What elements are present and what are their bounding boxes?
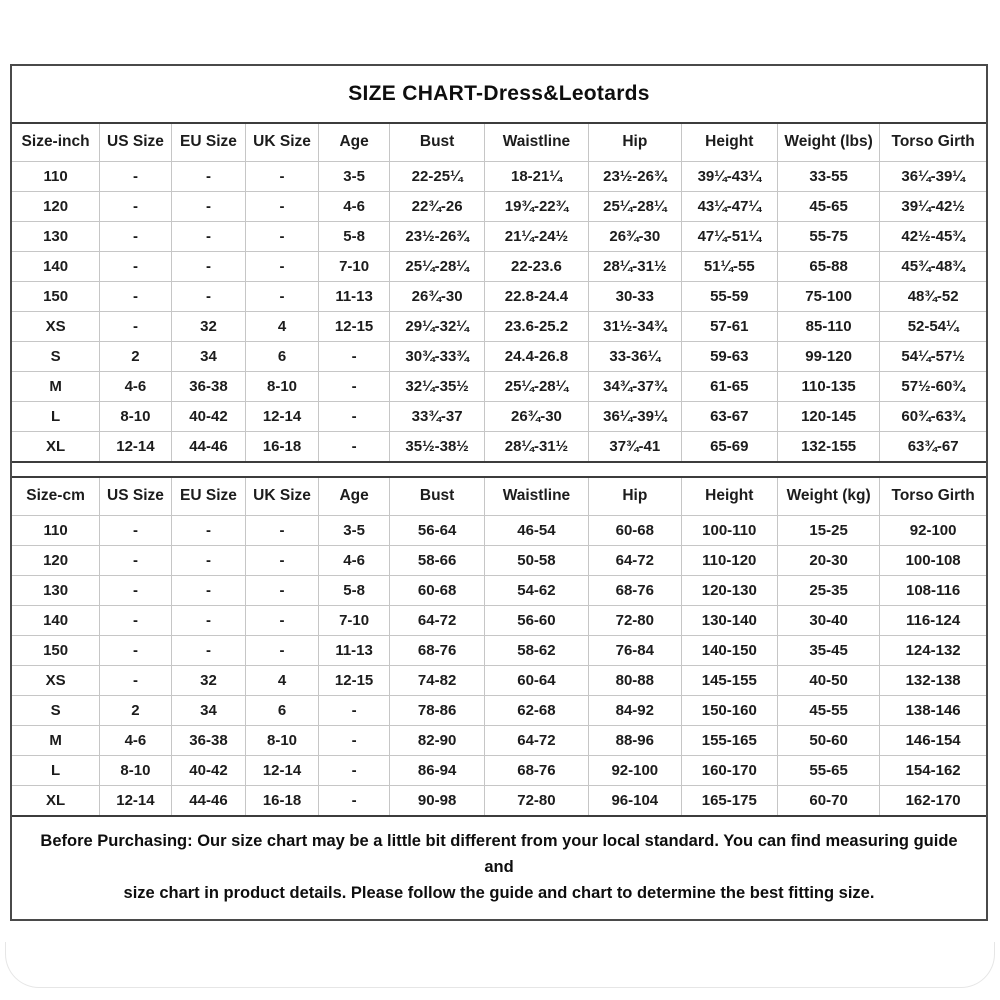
- table-cell: -: [246, 191, 319, 221]
- table-cell: 36¼-39¼: [589, 401, 682, 431]
- header-cell: US Size: [100, 124, 172, 161]
- table-cell: 160-170: [681, 755, 777, 785]
- table-cell: 150: [12, 635, 100, 665]
- table-cell: 145-155: [681, 665, 777, 695]
- table-cell: 12-15: [318, 311, 390, 341]
- table-cell: -: [100, 665, 172, 695]
- size-chart-frame: [10, 64, 988, 921]
- header-cell: Waistline: [484, 478, 588, 515]
- table-cell: 39¼-43¼: [681, 161, 777, 191]
- table-cell: 99-120: [777, 341, 879, 371]
- table-cell: 23½-26¾: [589, 161, 682, 191]
- table-cell: 120-145: [777, 401, 879, 431]
- table-cell: -: [100, 191, 172, 221]
- table-cell: 52-54¼: [880, 311, 986, 341]
- table-cell: S: [12, 341, 100, 371]
- table-cell: -: [100, 545, 172, 575]
- header-cell: Size-cm: [12, 478, 100, 515]
- table-cell: -: [318, 695, 390, 725]
- header-cell: Age: [318, 124, 390, 161]
- table-cell: 48¾-52: [880, 281, 986, 311]
- table-cell: 130: [12, 221, 100, 251]
- table-cell: -: [100, 575, 172, 605]
- header-cell: Weight (kg): [777, 478, 879, 515]
- table-cell: 42½-45¾: [880, 221, 986, 251]
- table-cell: L: [12, 401, 100, 431]
- table-cell: 146-154: [880, 725, 986, 755]
- table-cell: 64-72: [484, 725, 588, 755]
- table-cell: 18-21¼: [484, 161, 588, 191]
- table-row: [12, 695, 986, 725]
- table-cell: 130-140: [681, 605, 777, 635]
- table-cell: 4-6: [100, 725, 172, 755]
- table-cell: 32: [171, 665, 246, 695]
- purchase-note-line-2: size chart in product details. Please follow the guide and chart to determine the best fitting size.: [123, 884, 875, 902]
- table-cell: M: [12, 371, 100, 401]
- table-cell: 21¼-24½: [484, 221, 588, 251]
- table-cell: 60¾-63¾: [880, 401, 986, 431]
- table-cell: 12-14: [100, 431, 172, 461]
- table-cell: 85-110: [777, 311, 879, 341]
- table-row: [12, 431, 986, 461]
- table-cell: -: [171, 575, 246, 605]
- table-cell: 25¼-28¼: [589, 191, 682, 221]
- table-cell: -: [246, 281, 319, 311]
- table-cell: 11-13: [318, 281, 390, 311]
- header-cell: US Size: [100, 478, 172, 515]
- table-row: [12, 785, 986, 815]
- table-cell: 8-10: [246, 725, 319, 755]
- header-cell: EU Size: [171, 124, 246, 161]
- table-cell: 64-72: [589, 545, 682, 575]
- purchase-note: [12, 817, 986, 919]
- table-cell: -: [246, 251, 319, 281]
- table-cell: 140-150: [681, 635, 777, 665]
- page-title: SIZE CHART-Dress&Leotards: [348, 82, 650, 105]
- table-row: [12, 665, 986, 695]
- table-cell: 124-132: [880, 635, 986, 665]
- table-cell: 57½-60¾: [880, 371, 986, 401]
- table-cell: 3-5: [318, 161, 390, 191]
- header-cell: Height: [681, 124, 777, 161]
- table-cell: 43¼-47¼: [681, 191, 777, 221]
- table-cell: -: [246, 161, 319, 191]
- header-cell: Hip: [589, 124, 682, 161]
- table-cell: 12-15: [318, 665, 390, 695]
- table-cell: 23.6-25.2: [484, 311, 588, 341]
- table-cell: 56-64: [390, 515, 484, 545]
- table-cell: 60-68: [390, 575, 484, 605]
- header-cell: Torso Girth: [880, 478, 986, 515]
- table-cell: 16-18: [246, 785, 319, 815]
- table-cell: 3-5: [318, 515, 390, 545]
- table-cell: 120-130: [681, 575, 777, 605]
- table-cell: -: [171, 161, 246, 191]
- table-cell: 88-96: [589, 725, 682, 755]
- table-row: [12, 575, 986, 605]
- table-cell: -: [246, 221, 319, 251]
- table-cell: 35-45: [777, 635, 879, 665]
- table-cell: 47¼-51¼: [681, 221, 777, 251]
- table-cell: 33¾-37: [390, 401, 484, 431]
- table-cell: -: [171, 221, 246, 251]
- table-cell: 26¾-30: [484, 401, 588, 431]
- table-cell: -: [100, 605, 172, 635]
- table-cell: 65-88: [777, 251, 879, 281]
- table-cell: 30-33: [589, 281, 682, 311]
- table-cell: 90-98: [390, 785, 484, 815]
- table-cell: 6: [246, 695, 319, 725]
- header-cell: Bust: [390, 124, 484, 161]
- table-cell: -: [171, 281, 246, 311]
- table-cell: 72-80: [484, 785, 588, 815]
- table-cell: 62-68: [484, 695, 588, 725]
- table-cell: 50-60: [777, 725, 879, 755]
- table-cell: 24.4-26.8: [484, 341, 588, 371]
- table-cell: 78-86: [390, 695, 484, 725]
- table-cell: -: [318, 785, 390, 815]
- table-cell: 154-162: [880, 755, 986, 785]
- table-cell: XS: [12, 311, 100, 341]
- table-cell: L: [12, 755, 100, 785]
- table-cell: 25¼-28¼: [390, 251, 484, 281]
- photo-rounded-corner: [5, 942, 995, 988]
- table-cell: M: [12, 725, 100, 755]
- table-cell: -: [171, 545, 246, 575]
- table-cell: 32: [171, 311, 246, 341]
- header-cell: Hip: [589, 478, 682, 515]
- table-cell: 34: [171, 341, 246, 371]
- table-cell: 30¾-33¾: [390, 341, 484, 371]
- table-row: [12, 311, 986, 341]
- table-cell: 7-10: [318, 251, 390, 281]
- table-row: [12, 251, 986, 281]
- table-cell: -: [318, 755, 390, 785]
- table-row: [12, 635, 986, 665]
- table-cell: -: [246, 515, 319, 545]
- table-cell: 51¼-55: [681, 251, 777, 281]
- header-cell: Size-inch: [12, 124, 100, 161]
- table-cell: -: [246, 545, 319, 575]
- table-cell: -: [100, 281, 172, 311]
- table-row: [12, 341, 986, 371]
- table-cell: 86-94: [390, 755, 484, 785]
- table-cell: -: [100, 635, 172, 665]
- table-cell: 68-76: [484, 755, 588, 785]
- table-cell: 45-55: [777, 695, 879, 725]
- table-cell: 6: [246, 341, 319, 371]
- table-cell: 36¼-39¼: [880, 161, 986, 191]
- table-cell: 2: [100, 695, 172, 725]
- table-cell: 58-62: [484, 635, 588, 665]
- header-cell: Weight (lbs): [777, 124, 879, 161]
- size-table-cm: [12, 478, 986, 815]
- table-cell: 72-80: [589, 605, 682, 635]
- table-cell: 155-165: [681, 725, 777, 755]
- table-cell: 16-18: [246, 431, 319, 461]
- table-cell: 12-14: [100, 785, 172, 815]
- table-divider-gap: [12, 463, 986, 476]
- table-cell: 2: [100, 341, 172, 371]
- table-cell: XL: [12, 785, 100, 815]
- table-row: [12, 545, 986, 575]
- cm-size-table: [12, 476, 986, 817]
- table-cell: 116-124: [880, 605, 986, 635]
- table-cell: -: [318, 431, 390, 461]
- table-cell: 40-42: [171, 401, 246, 431]
- table-cell: 4-6: [318, 191, 390, 221]
- header-cell: Waistline: [484, 124, 588, 161]
- table-cell: 8-10: [246, 371, 319, 401]
- table-cell: 165-175: [681, 785, 777, 815]
- table-cell: 84-92: [589, 695, 682, 725]
- table-row: [12, 401, 986, 431]
- table-row: [12, 281, 986, 311]
- table-cell: 60-70: [777, 785, 879, 815]
- table-cell: 34: [171, 695, 246, 725]
- table-cell: 140: [12, 605, 100, 635]
- table-cell: 40-42: [171, 755, 246, 785]
- table-cell: -: [318, 341, 390, 371]
- table-cell: 92-100: [589, 755, 682, 785]
- table-cell: 150-160: [681, 695, 777, 725]
- table-cell: 20-30: [777, 545, 879, 575]
- table-cell: 4-6: [100, 371, 172, 401]
- table-row: [12, 191, 986, 221]
- table-cell: 5-8: [318, 575, 390, 605]
- table-cell: 25-35: [777, 575, 879, 605]
- table-cell: 19¾-22¾: [484, 191, 588, 221]
- table-cell: XL: [12, 431, 100, 461]
- table-cell: 55-59: [681, 281, 777, 311]
- table-cell: 8-10: [100, 401, 172, 431]
- table-cell: -: [100, 515, 172, 545]
- table-cell: 57-61: [681, 311, 777, 341]
- table-cell: 58-66: [390, 545, 484, 575]
- table-cell: 31½-34¾: [589, 311, 682, 341]
- table-cell: 4: [246, 665, 319, 695]
- table-row: [12, 605, 986, 635]
- table-cell: 40-50: [777, 665, 879, 695]
- table-cell: -: [246, 575, 319, 605]
- table-row: [12, 755, 986, 785]
- header-cell: UK Size: [246, 124, 319, 161]
- table-cell: 63¾-67: [880, 431, 986, 461]
- table-cell: 75-100: [777, 281, 879, 311]
- table-cell: 54-62: [484, 575, 588, 605]
- table-cell: 110-135: [777, 371, 879, 401]
- header-cell: EU Size: [171, 478, 246, 515]
- table-cell: 60-68: [589, 515, 682, 545]
- table-cell: -: [318, 725, 390, 755]
- table-cell: 80-88: [589, 665, 682, 695]
- table-cell: 100-110: [681, 515, 777, 545]
- table-cell: 61-65: [681, 371, 777, 401]
- header-cell: Height: [681, 478, 777, 515]
- table-cell: 68-76: [390, 635, 484, 665]
- table-cell: 92-100: [880, 515, 986, 545]
- size-table-inch: [12, 124, 986, 461]
- table-cell: 5-8: [318, 221, 390, 251]
- table-cell: 22-25¼: [390, 161, 484, 191]
- table-cell: 23½-26¾: [390, 221, 484, 251]
- purchase-note-line-1: Before Purchasing: Our size chart may be a little bit different from your local standard. You can find measuring guide and: [40, 832, 958, 876]
- table-cell: 28¼-31½: [589, 251, 682, 281]
- table-row: [12, 725, 986, 755]
- table-cell: 82-90: [390, 725, 484, 755]
- table-cell: 46-54: [484, 515, 588, 545]
- table-cell: 55-65: [777, 755, 879, 785]
- table-cell: -: [171, 635, 246, 665]
- table-cell: 22¾-26: [390, 191, 484, 221]
- table-cell: 108-116: [880, 575, 986, 605]
- table-cell: 60-64: [484, 665, 588, 695]
- table-row: [12, 371, 986, 401]
- table-cell: 25¼-28¼: [484, 371, 588, 401]
- table-cell: 120: [12, 191, 100, 221]
- table-cell: 26¾-30: [589, 221, 682, 251]
- table-cell: 110: [12, 515, 100, 545]
- table-cell: 7-10: [318, 605, 390, 635]
- table-cell: 12-14: [246, 755, 319, 785]
- table-cell: -: [318, 371, 390, 401]
- header-cell: Bust: [390, 478, 484, 515]
- table-cell: 11-13: [318, 635, 390, 665]
- table-cell: 33-55: [777, 161, 879, 191]
- table-cell: 33-36¼: [589, 341, 682, 371]
- table-cell: 15-25: [777, 515, 879, 545]
- table-cell: 54¼-57½: [880, 341, 986, 371]
- table-cell: 59-63: [681, 341, 777, 371]
- table-row: [12, 161, 986, 191]
- table-cell: 132-155: [777, 431, 879, 461]
- table-cell: 76-84: [589, 635, 682, 665]
- table-cell: 44-46: [171, 785, 246, 815]
- table-cell: 65-69: [681, 431, 777, 461]
- header-cell: UK Size: [246, 478, 319, 515]
- table-row: [12, 515, 986, 545]
- table-cell: 36-38: [171, 371, 246, 401]
- table-cell: 74-82: [390, 665, 484, 695]
- table-cell: 8-10: [100, 755, 172, 785]
- table-cell: 4: [246, 311, 319, 341]
- table-cell: 140: [12, 251, 100, 281]
- table-cell: -: [171, 191, 246, 221]
- table-cell: 26¾-30: [390, 281, 484, 311]
- table-cell: 32¼-35½: [390, 371, 484, 401]
- header-row: [12, 124, 986, 161]
- table-cell: 4-6: [318, 545, 390, 575]
- table-cell: 56-60: [484, 605, 588, 635]
- table-cell: -: [246, 605, 319, 635]
- table-cell: -: [100, 161, 172, 191]
- table-cell: 138-146: [880, 695, 986, 725]
- table-cell: 120: [12, 545, 100, 575]
- table-cell: -: [171, 251, 246, 281]
- table-cell: 68-76: [589, 575, 682, 605]
- table-cell: XS: [12, 665, 100, 695]
- table-cell: S: [12, 695, 100, 725]
- table-row: [12, 221, 986, 251]
- table-cell: 110-120: [681, 545, 777, 575]
- table-cell: -: [171, 605, 246, 635]
- table-cell: 50-58: [484, 545, 588, 575]
- table-cell: 22.8-24.4: [484, 281, 588, 311]
- header-row: [12, 478, 986, 515]
- table-cell: 44-46: [171, 431, 246, 461]
- table-cell: -: [100, 251, 172, 281]
- table-cell: -: [100, 221, 172, 251]
- table-cell: 100-108: [880, 545, 986, 575]
- table-cell: 55-75: [777, 221, 879, 251]
- table-cell: 30-40: [777, 605, 879, 635]
- table-cell: 12-14: [246, 401, 319, 431]
- table-cell: 22-23.6: [484, 251, 588, 281]
- table-cell: -: [100, 311, 172, 341]
- table-cell: 39¼-42½: [880, 191, 986, 221]
- table-cell: 63-67: [681, 401, 777, 431]
- table-cell: 35½-38½: [390, 431, 484, 461]
- table-cell: 132-138: [880, 665, 986, 695]
- table-cell: 150: [12, 281, 100, 311]
- table-cell: 36-38: [171, 725, 246, 755]
- table-cell: 110: [12, 161, 100, 191]
- table-cell: 29¼-32¼: [390, 311, 484, 341]
- table-cell: 45-65: [777, 191, 879, 221]
- inch-size-table: [12, 122, 986, 463]
- table-cell: 28¼-31½: [484, 431, 588, 461]
- table-cell: 64-72: [390, 605, 484, 635]
- table-cell: -: [246, 635, 319, 665]
- table-cell: 37¾-41: [589, 431, 682, 461]
- table-cell: 45¾-48¾: [880, 251, 986, 281]
- table-cell: 130: [12, 575, 100, 605]
- table-cell: -: [318, 401, 390, 431]
- table-cell: 34¾-37¾: [589, 371, 682, 401]
- table-cell: 162-170: [880, 785, 986, 815]
- header-cell: Age: [318, 478, 390, 515]
- table-cell: 96-104: [589, 785, 682, 815]
- header-cell: Torso Girth: [880, 124, 986, 161]
- table-cell: -: [171, 515, 246, 545]
